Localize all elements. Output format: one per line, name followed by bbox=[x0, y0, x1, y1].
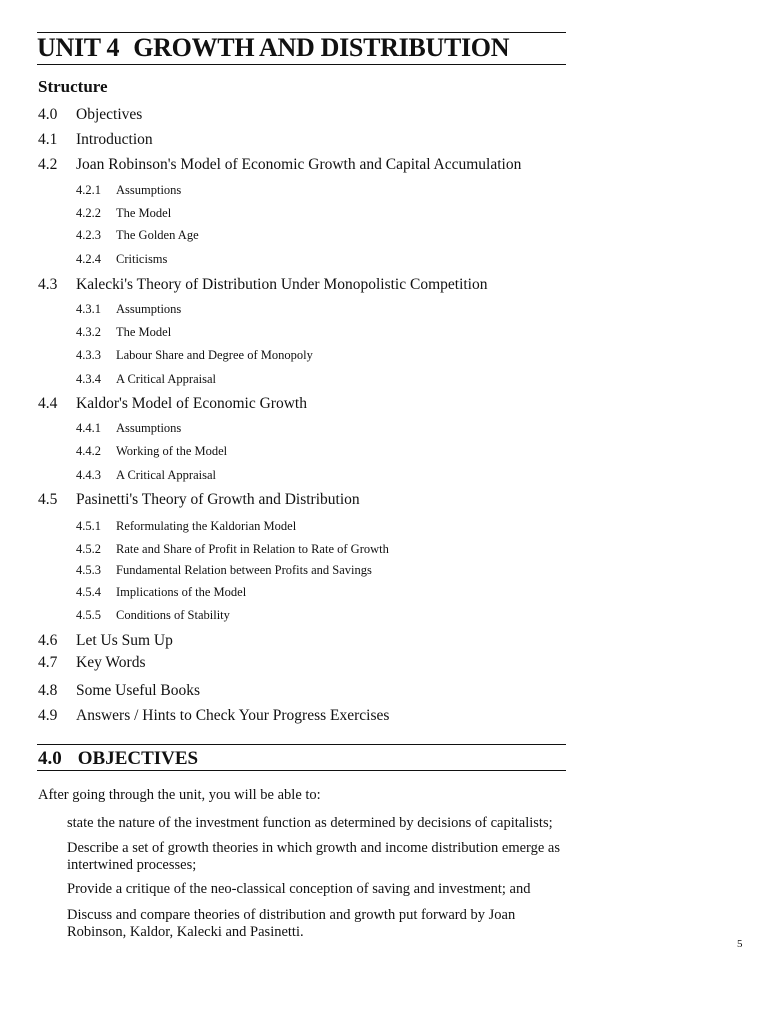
toc-subitem bbox=[76, 206, 171, 221]
objective-item: Provide a critique of the neo-classical conception of saving and investment; and bbox=[67, 881, 531, 897]
toc-subitem bbox=[76, 585, 246, 600]
toc-subitem bbox=[76, 468, 216, 483]
toc-item bbox=[38, 131, 153, 149]
toc-label: Working of the Model bbox=[116, 444, 228, 458]
objective-item: state the nature of the investment function as determined by decisions of capitalists; bbox=[67, 815, 553, 831]
toc-number: 4.2.1 bbox=[76, 183, 101, 197]
toc-item bbox=[38, 276, 487, 294]
unit-heading: GROWTH AND DISTRIBUTION bbox=[133, 33, 510, 62]
toc-label: Assumptions bbox=[116, 183, 182, 197]
toc-number: 4.2 bbox=[38, 156, 58, 173]
section-top-rule bbox=[37, 744, 566, 745]
toc-label: Joan Robinson's Model of Economic Growth and Capital Accumulation bbox=[76, 156, 522, 173]
toc-item bbox=[38, 106, 142, 124]
objectives-intro: After going through the unit, you will be able to: bbox=[38, 787, 321, 803]
toc-label: Some Useful Books bbox=[76, 682, 200, 699]
toc-label: Assumptions bbox=[116, 421, 182, 435]
toc-number: 4.4.3 bbox=[76, 468, 101, 482]
toc-label: A Critical Appraisal bbox=[116, 372, 216, 386]
objective-item: Describe a set of growth theories in which growth and income distribution emerge as intertwined processes; bbox=[67, 840, 561, 873]
section-title: OBJECTIVES bbox=[77, 748, 199, 769]
toc-label: Key Words bbox=[76, 654, 146, 671]
toc-number: 4.5.2 bbox=[76, 542, 101, 556]
toc-number: 4.2.4 bbox=[76, 252, 101, 266]
toc-label: Kaldor's Model of Economic Growth bbox=[76, 395, 307, 412]
toc-label: The Model bbox=[116, 325, 172, 339]
toc-number: 4.0 bbox=[38, 106, 58, 123]
toc-label: Reformulating the Kaldorian Model bbox=[116, 519, 297, 533]
toc-item bbox=[38, 707, 389, 725]
toc-number: 4.9 bbox=[38, 707, 58, 724]
toc-label: The Model bbox=[116, 206, 172, 220]
toc-item bbox=[38, 632, 173, 650]
toc-label: Kalecki's Theory of Distribution Under Monopolistic Competition bbox=[76, 276, 488, 293]
toc-number: 4.1 bbox=[38, 131, 58, 148]
title-underline bbox=[37, 64, 566, 65]
structure-heading: Structure bbox=[38, 77, 108, 96]
toc-number: 4.5.5 bbox=[76, 608, 101, 622]
toc-subitem bbox=[76, 542, 389, 557]
section-underline bbox=[37, 770, 566, 771]
section-number: 4.0 bbox=[38, 748, 62, 769]
toc-item bbox=[38, 654, 146, 672]
unit-title bbox=[37, 33, 509, 63]
toc-item bbox=[38, 156, 521, 174]
toc-number: 4.6 bbox=[38, 632, 58, 649]
page-number: 5 bbox=[737, 938, 743, 950]
toc-label: Pasinetti's Theory of Growth and Distribution bbox=[76, 491, 360, 508]
toc-label: Objectives bbox=[76, 106, 143, 123]
toc-subitem bbox=[76, 252, 167, 267]
toc-subitem bbox=[76, 302, 181, 317]
toc-item bbox=[38, 395, 307, 413]
toc-number: 4.3.4 bbox=[76, 372, 101, 386]
toc-label: The Golden Age bbox=[116, 228, 199, 242]
toc-label: Fundamental Relation between Profits and Savings bbox=[116, 563, 372, 577]
objective-item: Discuss and compare theories of distribution and growth put forward by Joan Robinson, Kaldor, Kalecki and Pasinetti. bbox=[67, 907, 516, 940]
toc-number: 4.8 bbox=[38, 682, 58, 699]
toc-label: Implications of the Model bbox=[116, 585, 247, 599]
toc-subitem bbox=[76, 608, 230, 623]
objectives-heading bbox=[38, 748, 198, 770]
toc-number: 4.3.1 bbox=[76, 302, 101, 316]
toc-label: Labour Share and Degree of Monopoly bbox=[116, 348, 313, 362]
toc-number: 4.3.2 bbox=[76, 325, 101, 339]
toc-subitem bbox=[76, 372, 216, 387]
unit-number: UNIT 4 bbox=[37, 33, 120, 62]
toc-subitem bbox=[76, 348, 313, 363]
toc-item bbox=[38, 682, 200, 700]
toc-number: 4.2.2 bbox=[76, 206, 101, 220]
toc-number: 4.5 bbox=[38, 491, 58, 508]
toc-number: 4.3 bbox=[38, 276, 58, 293]
toc-number: 4.5.3 bbox=[76, 563, 101, 577]
toc-subitem bbox=[76, 325, 171, 340]
toc-number: 4.5.4 bbox=[76, 585, 101, 599]
toc-item bbox=[38, 491, 360, 509]
toc-label: Let Us Sum Up bbox=[76, 632, 173, 649]
toc-subitem bbox=[76, 183, 181, 198]
toc-label: Conditions of Stability bbox=[116, 608, 230, 622]
toc-number: 4.5.1 bbox=[76, 519, 101, 533]
toc-label: Answers / Hints to Check Your Progress Exercises bbox=[76, 707, 390, 724]
toc-number: 4.4.2 bbox=[76, 444, 101, 458]
toc-number: 4.4 bbox=[38, 395, 58, 412]
toc-number: 4.7 bbox=[38, 654, 58, 671]
toc-label: Introduction bbox=[76, 131, 153, 148]
toc-number: 4.2.3 bbox=[76, 228, 101, 242]
toc-subitem bbox=[76, 519, 296, 534]
toc-subitem bbox=[76, 563, 372, 578]
toc-subitem bbox=[76, 228, 199, 243]
toc-label: Rate and Share of Profit in Relation to Rate of Growth bbox=[116, 542, 389, 556]
toc-number: 4.4.1 bbox=[76, 421, 101, 435]
toc-number: 4.3.3 bbox=[76, 348, 101, 362]
toc-label: Assumptions bbox=[116, 302, 182, 316]
toc-label: Criticisms bbox=[116, 252, 168, 266]
toc-subitem bbox=[76, 444, 227, 459]
toc-subitem bbox=[76, 421, 181, 436]
toc-label: A Critical Appraisal bbox=[116, 468, 216, 482]
